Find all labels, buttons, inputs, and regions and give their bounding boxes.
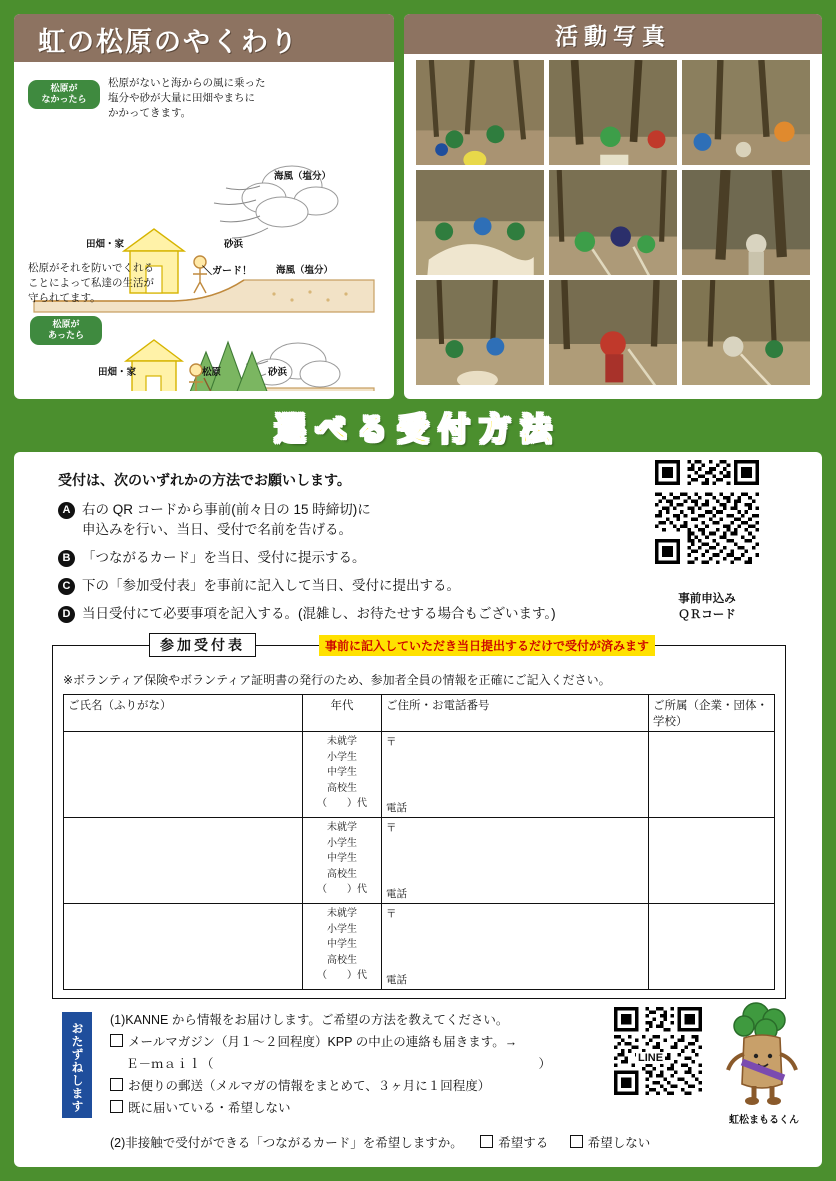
- activity-photo: [682, 280, 810, 385]
- option-text-c: 下の「参加受付表」を事前に記入して当日、受付に提出する。: [82, 578, 460, 593]
- q1-item-3[interactable]: [110, 1098, 551, 1120]
- q2-text: (2)非接触で受付ができる「つながるカード」を希望しますか。: [110, 1136, 463, 1150]
- checkbox-want-card[interactable]: [480, 1135, 493, 1148]
- cell-name[interactable]: [64, 904, 303, 990]
- registration-form: [52, 637, 786, 999]
- line-label: LINE: [638, 1052, 664, 1064]
- activity-photo: [416, 170, 544, 275]
- activity-photo: [549, 170, 677, 275]
- activity-photos-panel: [404, 14, 822, 399]
- option-text-d: 当日受付にて必要事項を記入する。(混雑し、お待たせする場合もございます。): [82, 606, 556, 621]
- inquiry-question-2: [110, 1133, 650, 1151]
- form-note: 事前に記入していただき当日提出するだけで受付が済みます: [319, 635, 655, 656]
- option-marker-c: C: [58, 578, 75, 595]
- cell-affiliation[interactable]: [649, 818, 775, 904]
- reception-option-c: [58, 576, 658, 596]
- reception-option-b: [58, 548, 638, 568]
- tel-label: 電話: [386, 888, 407, 900]
- application-qr-code[interactable]: [655, 460, 759, 564]
- activity-photo: [682, 170, 810, 275]
- table-row[interactable]: [64, 818, 775, 904]
- form-title: 参加受付表: [149, 633, 256, 657]
- mascot-illustration: [714, 1000, 810, 1110]
- tel-label: 電話: [386, 974, 407, 986]
- tag-no-pine: 松原が なかったら: [28, 80, 100, 109]
- label-field-1: 田畑・家: [86, 239, 125, 250]
- reception-intro: 受付は、次のいずれかの方法でお願いします。: [58, 472, 351, 488]
- q1-item-1-label: メールマガジン（月１～２回程度）KPP の中止の連絡も届きます。→: [128, 1034, 518, 1049]
- table-row[interactable]: [64, 904, 775, 990]
- left-panel-title: 虹の松原のやくわり: [38, 27, 299, 57]
- right-panel-header: [404, 14, 822, 54]
- role-of-pine-forest-panel: [14, 14, 394, 399]
- q1-item-email-label: Ｅ－ｍａｉｌ（ ）: [126, 1056, 552, 1071]
- postal-mark: 〒: [386, 908, 397, 920]
- option-marker-d: D: [58, 606, 75, 623]
- option-text-b: 「つながるカード」を当日、受付に提示する。: [82, 550, 366, 565]
- cell-name[interactable]: [64, 732, 303, 818]
- cell-age[interactable]: 未就学 小学生 中学生 高校生 （ ）代: [303, 732, 382, 818]
- th-age: 年代: [303, 695, 382, 732]
- activity-photo: [549, 280, 677, 385]
- q2-option-yes-label: 希望する: [498, 1136, 549, 1150]
- qr-caption: 事前申込み ＱＲコード: [678, 593, 736, 621]
- q2-option-no[interactable]: [570, 1136, 651, 1150]
- activity-photo: [549, 60, 677, 165]
- cell-name[interactable]: [64, 818, 303, 904]
- cell-affiliation[interactable]: [649, 732, 775, 818]
- checkbox-already-receiving[interactable]: [110, 1100, 123, 1113]
- option-marker-b: B: [58, 550, 75, 567]
- label-guard: ＼ガード！: [202, 266, 252, 277]
- cell-age[interactable]: 未就学 小学生 中学生 高校生 （ ）代: [303, 904, 382, 990]
- section-banner: [14, 404, 822, 448]
- label-sea-wind-1: 海風（塩分）: [274, 171, 332, 182]
- th-name: ご氏名（ふりがな）: [64, 695, 303, 732]
- left-panel-header: [14, 14, 394, 62]
- q1-item-2[interactable]: [110, 1076, 551, 1098]
- cell-age[interactable]: 未就学 小学生 中学生 高校生 （ ）代: [303, 818, 382, 904]
- activity-photo: [416, 60, 544, 165]
- q1-item-1[interactable]: [110, 1032, 551, 1054]
- q1-item-email[interactable]: [110, 1054, 551, 1076]
- postal-mark: 〒: [386, 736, 397, 748]
- cell-address[interactable]: [382, 818, 649, 904]
- checkbox-mailmagazine[interactable]: [110, 1034, 123, 1047]
- option-text-a: 右の QR コードから事前(前々日の 15 時締切)に 申込みを行い、当日、受付で名前を告げる。: [82, 502, 371, 538]
- checkbox-postal-mail[interactable]: [110, 1078, 123, 1091]
- label-beach-1: 砂浜: [224, 239, 244, 250]
- label-beach-2: 砂浜: [268, 367, 288, 378]
- table-row[interactable]: [64, 732, 775, 818]
- table-header-row: [64, 695, 775, 732]
- label-pine: 松原: [202, 367, 222, 378]
- tag-with-pine: 松原が あったら: [30, 316, 102, 345]
- q2-option-yes[interactable]: [480, 1136, 548, 1150]
- label-field-2: 田畑・家: [98, 367, 137, 378]
- th-affiliation: ご所属（企業・団体・学校）: [649, 695, 775, 732]
- inquiry-question-1: [110, 1010, 551, 1119]
- text-top: 松原がないと海からの風に乗った 塩分や砂が大量に田畑やまちに かかってきます。: [108, 77, 266, 120]
- postal-mark: 〒: [386, 822, 397, 834]
- banner-text: 選べる受付方法: [274, 412, 562, 447]
- reception-option-d: [58, 604, 678, 624]
- mascot-caption: 虹松まもるくん: [729, 1115, 799, 1126]
- th-address: ご住所・お電話番号: [382, 695, 649, 732]
- label-sea-wind-2: 海風（塩分）: [276, 265, 334, 276]
- registration-table: [63, 694, 775, 990]
- cell-address[interactable]: [382, 732, 649, 818]
- reception-option-a: [58, 500, 638, 541]
- cell-affiliation[interactable]: [649, 904, 775, 990]
- illustration-area: [24, 66, 384, 391]
- q1-item-2-label: お便りの郵送（メルマガの情報をまとめて、３ヶ月に１回程度）: [128, 1078, 491, 1093]
- q1-item-3-label: 既に届いている・希望しない: [128, 1100, 291, 1115]
- activity-photo: [416, 280, 544, 385]
- form-subnote: ※ボランティア保険やボランティア証明書の発行のため、参加者全員の情報を正確にご記入ください。: [63, 673, 611, 687]
- right-panel-title: 活動写真: [555, 23, 671, 49]
- inquiry-tab-label: おたずねします: [62, 1012, 92, 1118]
- checkbox-no-card[interactable]: [570, 1135, 583, 1148]
- line-qr-code[interactable]: [614, 1007, 702, 1095]
- photo-grid: [416, 60, 810, 385]
- activity-photo: [682, 60, 810, 165]
- reception-card: [14, 452, 822, 1167]
- cell-address[interactable]: [382, 904, 649, 990]
- top-section: [14, 14, 822, 399]
- text-bottom: 松原がそれを防いでくれる ことによって私達の生活が 守られてます。: [28, 262, 154, 305]
- q2-option-no-label: 希望しない: [587, 1136, 651, 1150]
- tel-label: 電話: [386, 802, 407, 814]
- q1-title: (1)KANNE から情報をお届けします。ご希望の方法を教えてください。: [110, 1013, 509, 1027]
- option-marker-a: A: [58, 502, 75, 519]
